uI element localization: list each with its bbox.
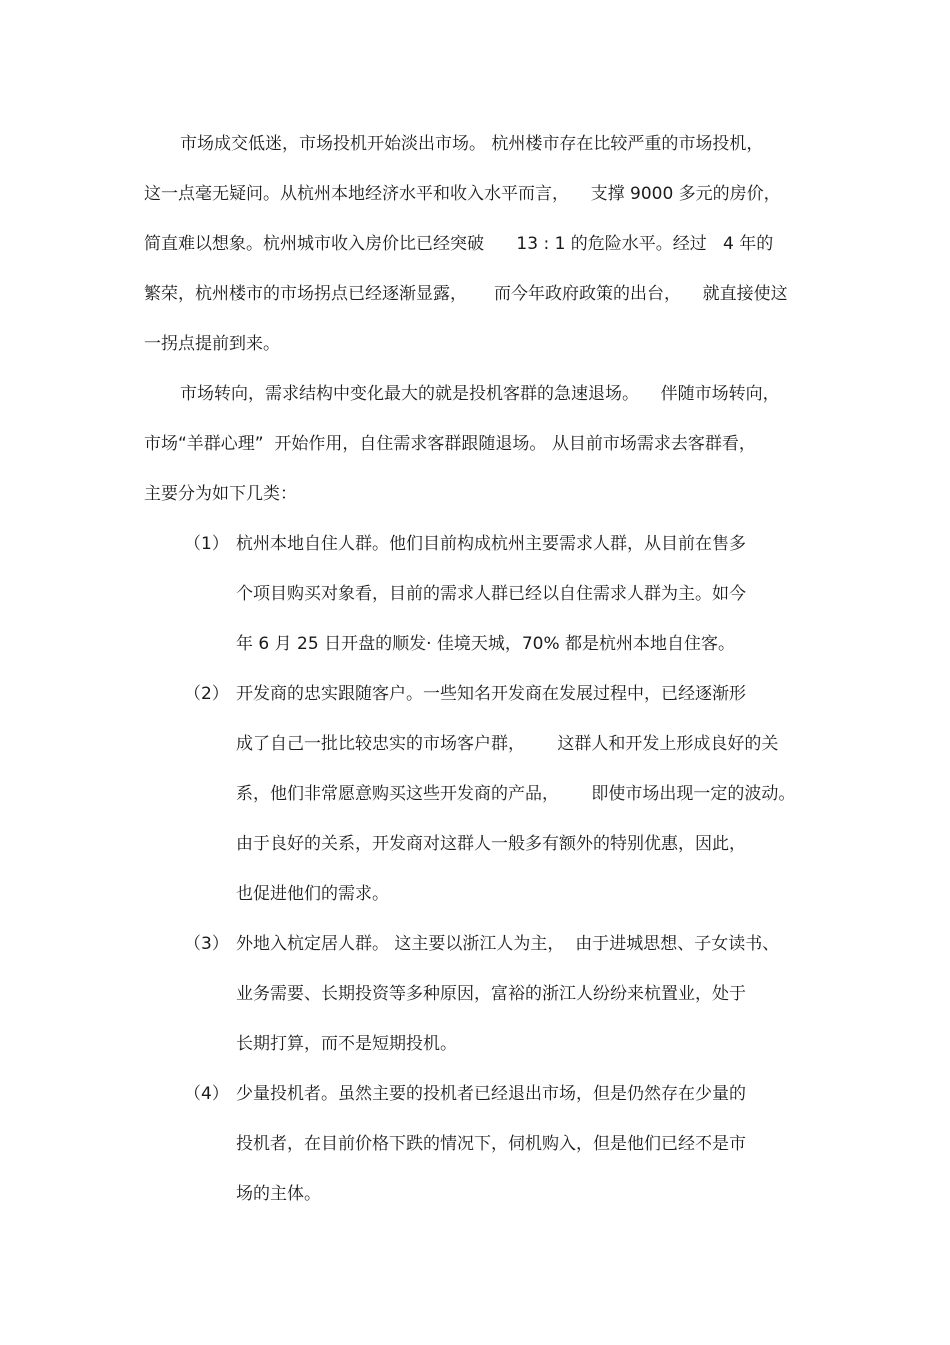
list-item-number: （2） [184,684,229,704]
list-item-line: 也促进他们的需求。 [236,884,389,904]
paragraph-2-line-2: 市场“羊群心理” 开始作用，自住需求客群跟随退场。 从目前市场需求去客群看， [144,434,756,454]
paragraph-1-line-1: 市场成交低迷，市场投机开始淡出市场。 杭州楼市存在比较严重的市场投机， [180,134,764,154]
list-item-line: 少量投机者。虽然主要的投机者已经退出市场，但是仍然存在少量的 [236,1084,746,1104]
list-item-line: 个项目购买对象看，目前的需求人群已经以自住需求人群为主。如今 [236,584,746,604]
list-item-number: （3） [184,934,229,954]
list-item-number: （4） [184,1084,229,1104]
paragraph-1-line-4: 繁荣，杭州楼市的市场拐点已经逐渐显露， 而今年政府政策的出台， 就直接使这 [144,284,788,304]
list-item-line: 场的主体。 [236,1184,321,1204]
paragraph-1-line-5: 一拐点提前到来。 [144,334,280,354]
list-item-line: 长期打算，而不是短期投机。 [236,1034,457,1054]
list-item-line: 由于良好的关系，开发商对这群人一般多有额外的特别优惠，因此， [236,834,746,854]
paragraph-1-line-3: 简直难以想象。杭州城市收入房价比已经突破 13 : 1 的危险水平。经过 4 年的 [144,234,774,254]
list-item-line: 外地入杭定居人群。 这主要以浙江人为主， 由于进城思想、子女读书、 [236,934,780,954]
list-item-line: 年 6 月 25 日开盘的顺发· 佳境天城，70% 都是杭州本地自住客。 [236,634,736,654]
list-item-line: 业务需要、长期投资等多种原因，富裕的浙江人纷纷来杭置业，处于 [236,984,746,1004]
paragraph-2-line-1: 市场转向，需求结构中变化最大的就是投机客群的急速退场。 伴随市场转向， [180,384,780,404]
list-item-line: 开发商的忠实跟随客户。一些知名开发商在发展过程中，已经逐渐形 [236,684,746,704]
paragraph-2-line-3: 主要分为如下几类： [144,484,297,504]
list-item-line: 投机者，在目前价格下跌的情况下，伺机购入，但是他们已经不是市 [236,1134,746,1154]
list-item-line: 系，他们非常愿意购买这些开发商的产品， 即使市场出现一定的波动。 [236,784,796,804]
list-item-line: 成了自己一批比较忠实的市场客户群， 这群人和开发上形成良好的关 [236,734,779,754]
list-item-number: （1） [184,534,229,554]
paragraph-1-line-2: 这一点毫无疑问。从杭州本地经济水平和收入水平而言， 支撑 9000 多元的房价， [144,184,781,204]
list-item-line: 杭州本地自住人群。他们目前构成杭州主要需求人群，从目前在售多 [236,534,746,554]
